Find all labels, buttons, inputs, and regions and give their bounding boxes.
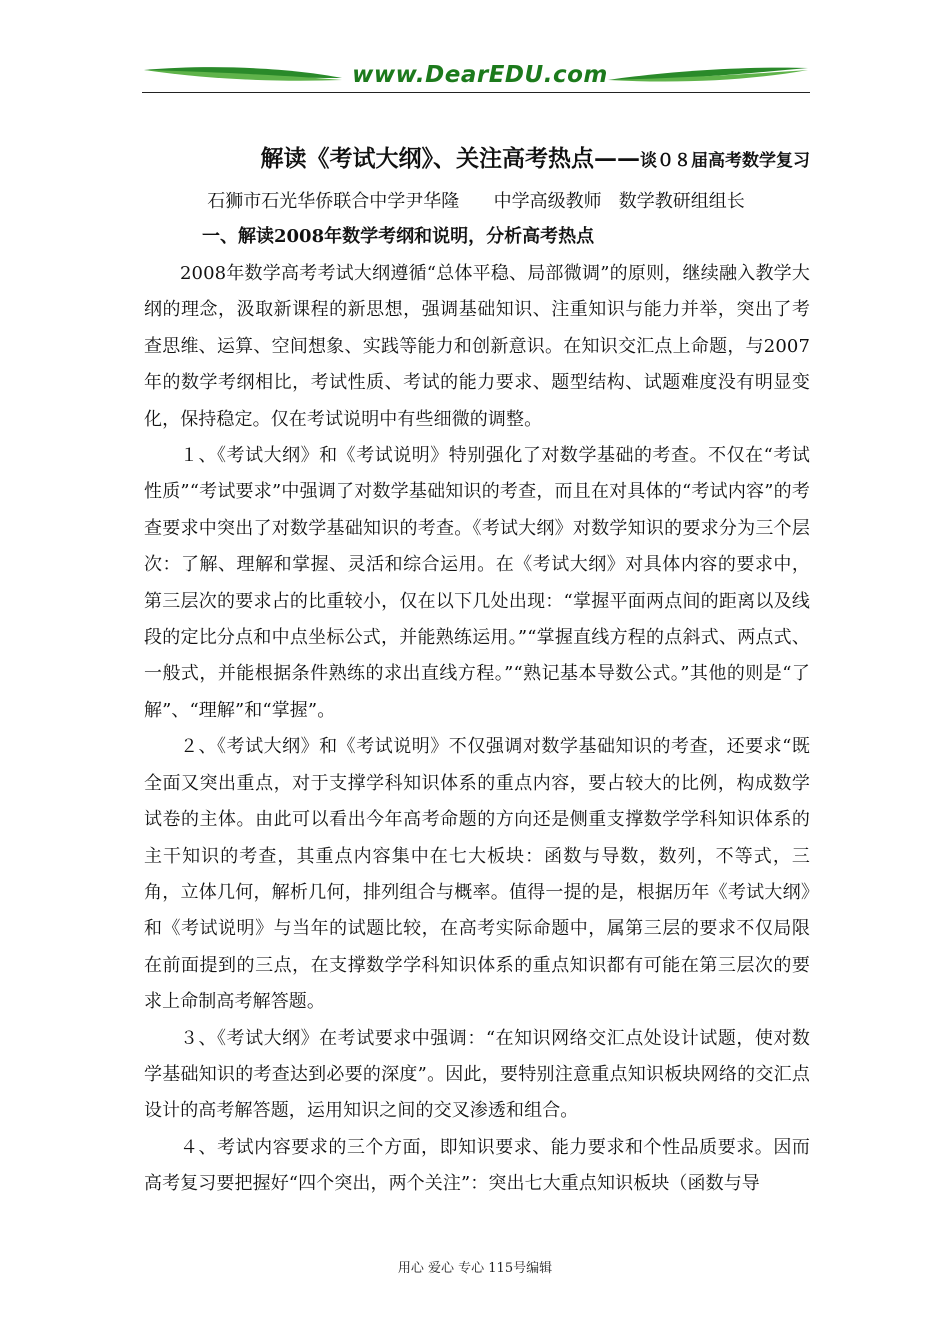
section-heading: 一、解读2008年数学考纲和说明，分析高考热点 [202, 226, 595, 247]
site-url-logo: www.DearEDU.com [352, 62, 608, 88]
paragraph: ３、《考试大纲》在考试要求中强调：“在知识网络交汇点处设计试题，使对数学基础知识的考查达到必要的深度”。因此，要特别注意重点知识板块网络的交汇点设计的高考解答题，运用知识之间的交叉渗透和组合。 [144, 1027, 810, 1122]
paragraph: ２、《考试大纲》和《考试说明》不仅强调对数学基础知识的考查，还要求“既全面又突出重点，对于支撑学科知识体系的重点内容，要占较大的比例，构成数学试卷的主体。由此可以看出今年高考命题的方向还是侧重支撑数学学科知识体系的主干知识的考查，其重点内容集中在七大板块：函数与导数，数列，不等式，三角，立体几何，解析几何，排列组合与概率。值得一提的是，根据历年《考试大纲》和《考试说明》与当年的试题比较，在高考实际命题中，属第三层的要求不仅局限在前面提到的三点，在支撑数学学科知识体系的重点知识都有可能在第三层次的要求上命制高考解答题。 [144, 736, 810, 1013]
title-main: 解读《考试大纲》、关注高考热点—— [260, 145, 640, 172]
document-body [144, 256, 810, 1203]
paragraph: 2008年数学高考考试大纲遵循“总体平稳、局部微调”的原则，继续融入教学大纲的理念，汲取新课程的新思想，强调基础知识、注重知识与能力并举，突出了考查思维、运算、空间想象、实践等能力和创新意识。在知识交汇点上命题，与2007年的数学考纲相比，考试性质、考试的能力要求、题型结构、试题难度没有明显变化，保持稳定。仅在考试说明中有些细微的调整。 [144, 263, 810, 430]
title-subtitle: 谈０８届高考数学复习 [640, 151, 810, 171]
author-line: 石狮市石光华侨联合中学尹华隆 中学高级教师 数学教研组组长 [207, 191, 745, 212]
header-rule [142, 92, 810, 93]
paragraph: １、《考试大纲》和《考试说明》特别强化了对数学基础的考查。不仅在“考试性质”“考试要求”中强调了对数学基础知识的考查，而且在对具体的“考试内容”的考查要求中突出了对数学基础知识的考查。《考试大纲》对数学知识的要求分为三个层次：了解、理解和掌握、灵活和综合运用。在《考试大纲》对具体内容的要求中，第三层次的要求占的比重较小，仅在以下几处出现：“掌握平面两点间的距离以及线段的定比分点和中点坐标公式，并能熟练运用。”“掌握直线方程的点斜式、两点式、一般式，并能根据条件熟练的求出直线方程。”“熟记基本导数公式。”其他的则是“了解”、“理解”和“掌握”。 [144, 445, 810, 721]
page-footer: 用心 爱心 专心 115号编辑 [397, 1261, 553, 1276]
document-title [142, 140, 810, 173]
paragraph: ４、考试内容要求的三个方面，即知识要求、能力要求和个性品质要求。因而高考复习要把握好“四个突出，两个关注”：突出七大重点知识板块（函数与导 [144, 1136, 810, 1195]
